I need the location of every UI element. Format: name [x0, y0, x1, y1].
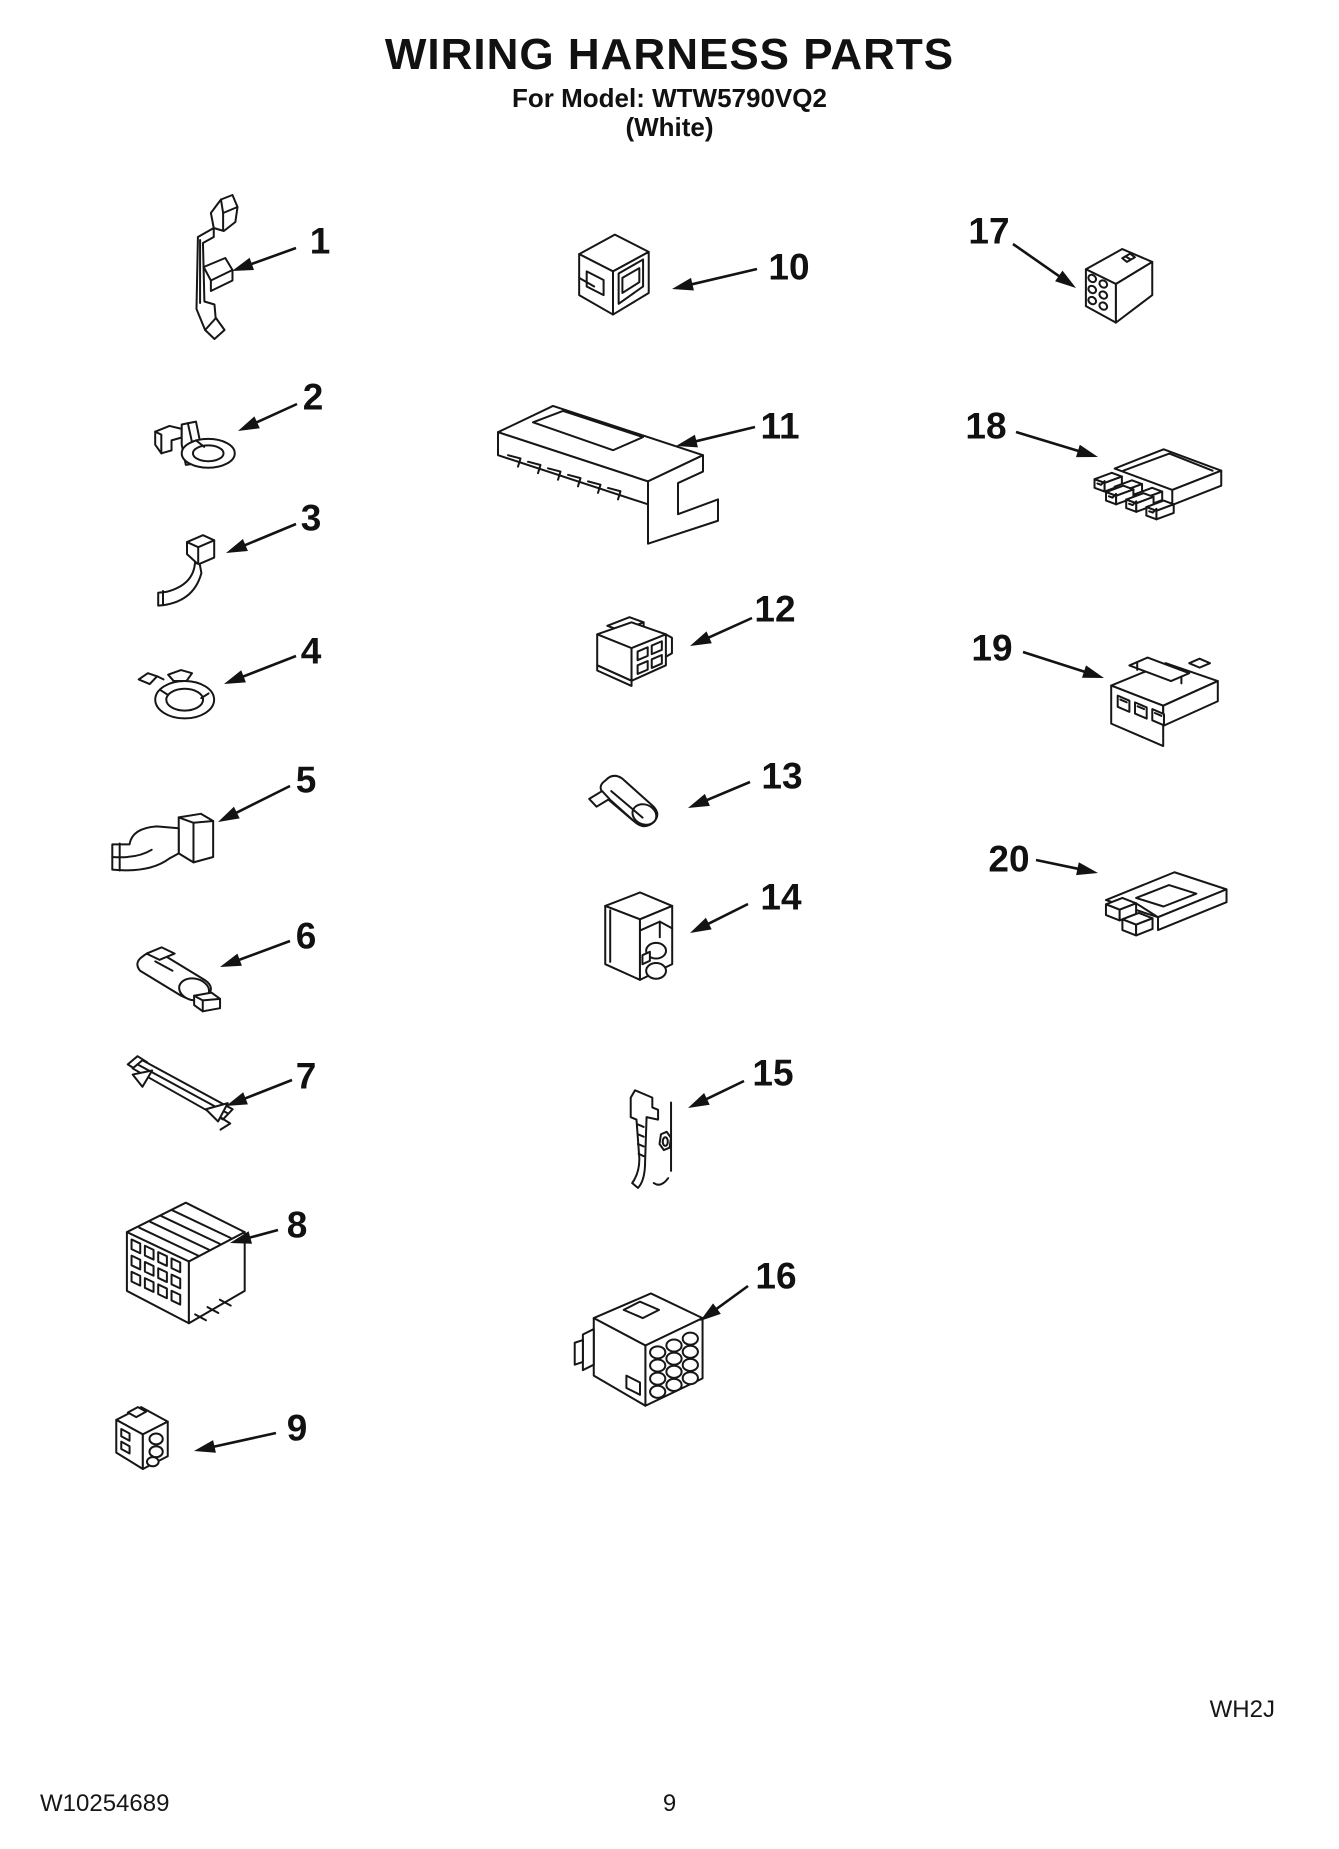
pattern-code: WH2J [1209, 1696, 1275, 1723]
callout-number: 17 [968, 210, 1010, 252]
part-illustration [605, 892, 672, 979]
part-illustration [579, 235, 649, 315]
callout-number: 3 [300, 497, 322, 539]
page-number: 9 [662, 1790, 677, 1817]
part-line [220, 1117, 230, 1129]
part-line [149, 1433, 162, 1444]
part-illustration [116, 1407, 167, 1469]
callout-arrow [705, 618, 752, 639]
part-line [112, 826, 178, 870]
callout-1 [196, 195, 330, 339]
part-illustration [1111, 658, 1218, 746]
callout-6 [137, 916, 316, 1012]
callout-arrow-head [226, 539, 248, 553]
part-line [650, 1386, 665, 1398]
callout-10 [579, 235, 809, 315]
callout-arrow [232, 786, 290, 815]
callout-number: 14 [760, 876, 802, 918]
callout-20 [988, 839, 1226, 936]
part-illustration [137, 947, 220, 1011]
callout-16 [575, 1256, 797, 1406]
callout-arrow-head [194, 1440, 216, 1453]
page-title: WIRING HARNESS PARTS [384, 30, 955, 79]
callout-number: 7 [295, 1055, 317, 1097]
callout-arrow [210, 1433, 276, 1448]
callout-arrow [713, 1286, 748, 1312]
callout-arrow-head [672, 278, 694, 291]
callout-arrow-head [688, 794, 710, 808]
callout-4 [139, 631, 322, 719]
part-illustration [128, 1056, 233, 1129]
callout-arrow [253, 404, 298, 424]
part-line [194, 993, 220, 1012]
part-line [654, 1178, 668, 1185]
part-illustration [155, 422, 235, 468]
part-line [642, 952, 649, 964]
callout-arrow [704, 904, 748, 926]
callout-14 [605, 877, 802, 980]
callout-number: 5 [295, 759, 317, 801]
part-line [683, 1372, 698, 1384]
callout-arrow-head [1055, 271, 1076, 288]
part-illustration [158, 535, 214, 606]
callout-arrow-head [220, 954, 242, 967]
part-illustration [1106, 872, 1227, 935]
part-illustration [575, 1293, 703, 1405]
part-line [575, 1340, 583, 1365]
callout-13 [589, 756, 802, 829]
callout-number: 1 [309, 220, 331, 262]
part-line [650, 1359, 665, 1371]
callout-arrow [692, 427, 755, 442]
part-line [683, 1346, 698, 1358]
callout-arrow [1016, 432, 1083, 452]
part-line [1189, 659, 1210, 668]
part-illustration [127, 1203, 245, 1324]
part-line [631, 1090, 658, 1188]
callout-11 [498, 406, 800, 544]
callout-number: 10 [768, 246, 810, 288]
callout-arrow [1023, 652, 1089, 673]
callout-18 [965, 406, 1221, 520]
callout-number: 4 [300, 630, 322, 672]
part-line [650, 1346, 665, 1358]
part-illustration [498, 406, 718, 544]
callout-12 [597, 589, 795, 686]
part-line [666, 1366, 681, 1378]
callout-17 [968, 211, 1152, 323]
callout-arrow [688, 269, 757, 285]
part-line [155, 426, 182, 453]
callout-arrow [239, 656, 296, 678]
callout-number: 13 [761, 755, 803, 797]
callout-arrow-head [218, 807, 240, 822]
part-line [583, 1329, 594, 1370]
part-line [158, 563, 201, 606]
callout-arrow [235, 941, 290, 961]
part-line [666, 1339, 681, 1351]
part-line [149, 1446, 162, 1457]
callout-arrow-head [232, 258, 254, 271]
callout-arrow-head [1076, 862, 1098, 875]
part-line [683, 1359, 698, 1371]
part-illustration [589, 776, 661, 829]
part-line [193, 445, 224, 461]
document-number: W10254689 [40, 1790, 170, 1817]
callout-arrow [702, 1081, 744, 1101]
callout-arrow-head [226, 1092, 248, 1106]
callout-arrow-head [224, 670, 246, 684]
part-line [650, 1373, 665, 1385]
callout-3 [158, 498, 321, 606]
callout-number: 15 [752, 1052, 794, 1094]
part-line [168, 670, 192, 681]
callout-number: 2 [302, 376, 324, 418]
callout-number: 6 [295, 915, 317, 957]
callout-5 [112, 760, 316, 871]
callout-number: 12 [754, 588, 796, 630]
part-line [646, 963, 666, 979]
callout-2 [155, 377, 323, 468]
callout-15 [631, 1053, 794, 1188]
callout-number: 11 [760, 405, 800, 447]
part-line [187, 535, 214, 564]
part-illustration [1086, 249, 1152, 323]
callout-arrow-head [690, 918, 712, 933]
callout-number: 9 [286, 1407, 308, 1449]
callout-arrow-head [690, 631, 712, 646]
part-line [666, 1379, 681, 1391]
callout-arrow [247, 248, 296, 266]
part-illustration [597, 617, 672, 686]
callout-7 [128, 1056, 317, 1130]
callout-arrow-head [1082, 665, 1104, 678]
callout-arrow-head [238, 416, 260, 431]
callout-number: 19 [971, 627, 1013, 669]
callout-arrow-head [700, 1303, 721, 1321]
part-line [147, 1457, 159, 1466]
color-line: (White) [625, 111, 714, 142]
part-illustration [196, 195, 237, 339]
callout-number: 18 [965, 405, 1007, 447]
part-line [204, 258, 233, 281]
callout-arrow [1013, 244, 1063, 279]
part-line [666, 1353, 681, 1365]
callout-number: 8 [286, 1204, 308, 1246]
part-illustration [112, 814, 213, 871]
model-line: For Model: WTW5790VQ2 [512, 83, 827, 114]
callout-arrow [241, 524, 296, 547]
callout-arrow-head [1076, 445, 1098, 457]
callout-arrow [241, 1080, 292, 1100]
callout-19 [971, 628, 1217, 747]
callout-9 [116, 1407, 307, 1469]
part-line [683, 1333, 698, 1345]
callout-8 [127, 1203, 307, 1324]
callout-arrow-head [688, 1093, 710, 1108]
callout-number: 20 [988, 838, 1030, 880]
part-illustration [139, 670, 214, 718]
callout-arrow [703, 782, 750, 802]
callout-arrow [1036, 860, 1082, 870]
part-line [157, 676, 163, 679]
part-illustration [631, 1090, 671, 1188]
callout-number: 16 [755, 1255, 797, 1297]
part-line [660, 1132, 672, 1150]
callout-arrow-head [676, 435, 698, 448]
part-line [139, 673, 157, 684]
part-line [166, 689, 203, 711]
part-illustration [1095, 449, 1222, 519]
